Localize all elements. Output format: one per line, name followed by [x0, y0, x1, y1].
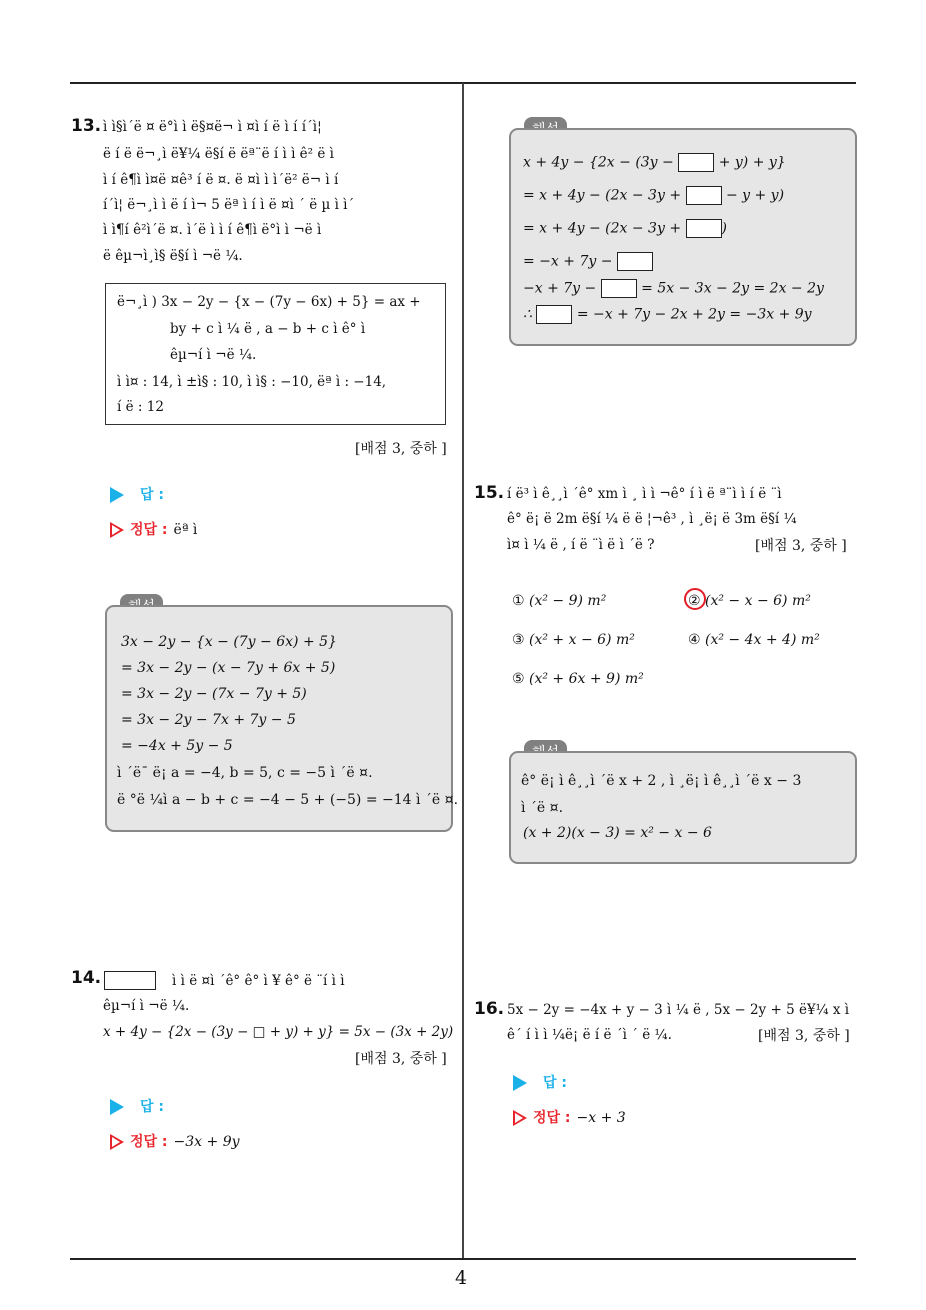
- q16-correct-label: 정답 :: [533, 1110, 571, 1126]
- blank-box: [678, 153, 714, 172]
- q13-solution-line: ì ´ë¯ ë¡ a = −4, b = 5, c = −5 ì ´ë ¤.: [117, 765, 373, 781]
- q13-answer-label: 답 :: [140, 487, 164, 503]
- q14-text-line: ì ì ë ¤ì ´ê° ê° ì ¥ ê° ë ¨í ì ì: [172, 973, 345, 989]
- q16-answer-label: 답 :: [543, 1075, 567, 1091]
- q16-text-line: 5x − 2y = −4x + y − 3 ì ¼ ë , 5x − 2y + 5 ë¥¼ x ì: [507, 1002, 850, 1018]
- question-14-number: 14.: [71, 968, 102, 988]
- blank-box: [617, 252, 653, 271]
- q13-text-line: ì ì§ì´ë ¤ ë°ì ì ë§¤ë¬ ì ¤ì í ë ì í í´ì¦: [103, 119, 322, 135]
- q13-solution-line: = −4x + 5y − 5: [121, 738, 233, 754]
- q13-answer-field[interactable]: [110, 484, 164, 504]
- q13-box-line: by + c ì ¼ ë , a − b + c ì ê° ì: [170, 321, 366, 337]
- q13-solution-line: ë °ë ¼ì a − b + c = −4 − 5 + (−5) = −14 ì ´ë ¤.: [117, 792, 459, 808]
- q14-points: [배점 3, 중하 ]: [355, 1051, 447, 1067]
- q16-correct-answer: [513, 1107, 626, 1127]
- q14-solution-box: [509, 128, 857, 346]
- q15-solution-box: [509, 751, 857, 864]
- q13-text-line: ë í ë ë¬¸ì ë¥¼ ë§í ë ëª¨ë í ì ì ê² ë ì: [103, 146, 334, 162]
- triangle-outline-icon: [110, 522, 124, 538]
- q16-correct-value: −x + 3: [576, 1110, 626, 1126]
- q14-answer-label: 답 :: [140, 1099, 164, 1115]
- play-icon: [110, 1099, 124, 1115]
- q15-text-line: í ë³ ì ê¸¸ì ´ê° xm ì ¸ ì ì ¬ê° í ì ë ª¨ì ì í ë ¨ì: [507, 486, 782, 502]
- q13-solution-line: 3x − 2y − {x − (7y − 6x) + 5}: [121, 634, 337, 650]
- page-number: 4: [455, 1267, 468, 1289]
- blank-box: [686, 219, 722, 238]
- play-icon: [513, 1075, 527, 1091]
- q14-text-line: êµ¬í ì ¬ë ¼.: [103, 998, 190, 1014]
- q15-text-line: ê° ë¡ ë 2m ë§í ¼ ë ë ¦¬ê³ , ì ¸ë¡ ë 3m ë§í ¼: [507, 511, 797, 527]
- q13-text-line: ì í ê¶ì ì¤ë ¤ê³ í ë ¤. ë ¤ì ì ì´ë² ë¬ ì í: [103, 172, 339, 188]
- q14-solution-line: −x + 7y − = 5x − 3x − 2y = 2x − 2y: [523, 280, 824, 297]
- q14-answer-field[interactable]: [110, 1096, 164, 1116]
- q13-solution-line: = 3x − 2y − 7x + 7y − 5: [121, 712, 296, 728]
- question-16-number: 16.: [474, 999, 505, 1019]
- q15-points: [배점 3, 중하 ]: [755, 538, 847, 554]
- blank-box: [601, 279, 637, 298]
- q14-solution-line: = x + 4y − (2x − 3y + ): [523, 220, 727, 237]
- q13-solution-line: = 3x − 2y − (x − 7y + 6x + 5): [121, 660, 336, 676]
- q13-solution-box: [105, 605, 459, 832]
- q14-correct-value: −3x + 9y: [173, 1134, 240, 1150]
- q13-text-line: í´ì¦ ë¬¸ì ì ë í ì¬ 5 ëª ì í ì ë ¤ì ´ ë µ ì ì´: [103, 197, 355, 213]
- q15-choice-1[interactable]: ① (x² − 9) m²: [512, 593, 607, 609]
- q14-solution-line: = x + 4y − (2x − 3y + − y + y): [523, 187, 785, 204]
- bottom-rule: [70, 1258, 856, 1260]
- q14-correct-answer: [110, 1131, 240, 1151]
- blank-box: [686, 186, 722, 205]
- triangle-outline-icon: [513, 1110, 527, 1126]
- q15-solution-line: ê° ë¡ ì ê¸¸ì ´ë x + 2 , ì ¸ë¡ ì ê¸¸ì ´ë x − 3: [521, 773, 802, 789]
- q13-box-line: ë¬¸ì ) 3x − 2y − {x − (7y − 6x) + 5} = ax +: [117, 294, 421, 310]
- q14-solution-line: = −x + 7y −: [523, 252, 653, 271]
- q13-box-line: í ë : 12: [117, 399, 164, 415]
- q13-correct-value: ëª ì: [173, 522, 198, 538]
- q16-points: [배점 3, 중하 ]: [758, 1028, 850, 1044]
- q15-solution-line: ì ´ë ¤.: [521, 800, 564, 816]
- q14-blank-box: [104, 971, 156, 990]
- question-15-number: 15.: [474, 483, 505, 503]
- q13-problem-box: [105, 283, 446, 425]
- q15-choice-3[interactable]: ③ (x² + x − 6) m²: [512, 632, 635, 648]
- q13-solution-line: = 3x − 2y − (7x − 7y + 5): [121, 686, 307, 702]
- q13-correct-answer: [110, 519, 197, 539]
- q15-choice-4[interactable]: ④ (x² − 4x + 4) m²: [688, 632, 820, 648]
- q14-solution-line: ∴ = −x + 7y − 2x + 2y = −3x + 9y: [523, 306, 812, 323]
- q15-text-line: ì¤ ì ¼ ë , í ë ¨ì ë ì ´ë ?: [507, 537, 655, 553]
- triangle-outline-icon: [110, 1134, 124, 1150]
- q14-correct-label: 정답 :: [130, 1134, 168, 1150]
- q15-choice-5[interactable]: ⑤ (x² + 6x + 9) m²: [512, 671, 644, 687]
- q15-choice-2[interactable]: ② (x² − x − 6) m²: [688, 593, 811, 609]
- q13-correct-label: 정답 :: [130, 522, 168, 538]
- column-divider: [462, 83, 464, 1260]
- play-icon: [110, 487, 124, 503]
- q13-points: [배점 3, 중하 ]: [355, 441, 447, 457]
- q13-box-line: êµ¬í ì ¬ë ¼.: [170, 347, 257, 363]
- q16-text-line: ê´ í ì ì ¼ë¡ ë í ë ´ì ´ ë ¼.: [507, 1027, 672, 1043]
- q16-answer-field[interactable]: [513, 1072, 567, 1092]
- q13-box-line: ì ì¤ : 14, ì ±ì§ : 10, ì ì§ : −10, ëª ì : −14,: [117, 374, 387, 390]
- blank-box: [536, 305, 572, 324]
- q14-text-line: x + 4y − {2x − (3y − □ + y) + y} = 5x − (3x + 2y): [103, 1024, 454, 1040]
- question-13-number: 13.: [71, 116, 102, 136]
- q13-text-line: ì ì¶í ê²ì´ë ¤. ì´ë ì ì í ê¶ì ë°ì ì ¬ë ì: [103, 222, 322, 238]
- q13-text-line: ë êµ¬ì¸ì§ ë§í ì ¬ë ¼.: [103, 248, 243, 264]
- q15-solution-line: (x + 2)(x − 3) = x² − x − 6: [523, 825, 712, 841]
- q14-solution-line: x + 4y − {2x − (3y − + y) + y}: [523, 154, 786, 171]
